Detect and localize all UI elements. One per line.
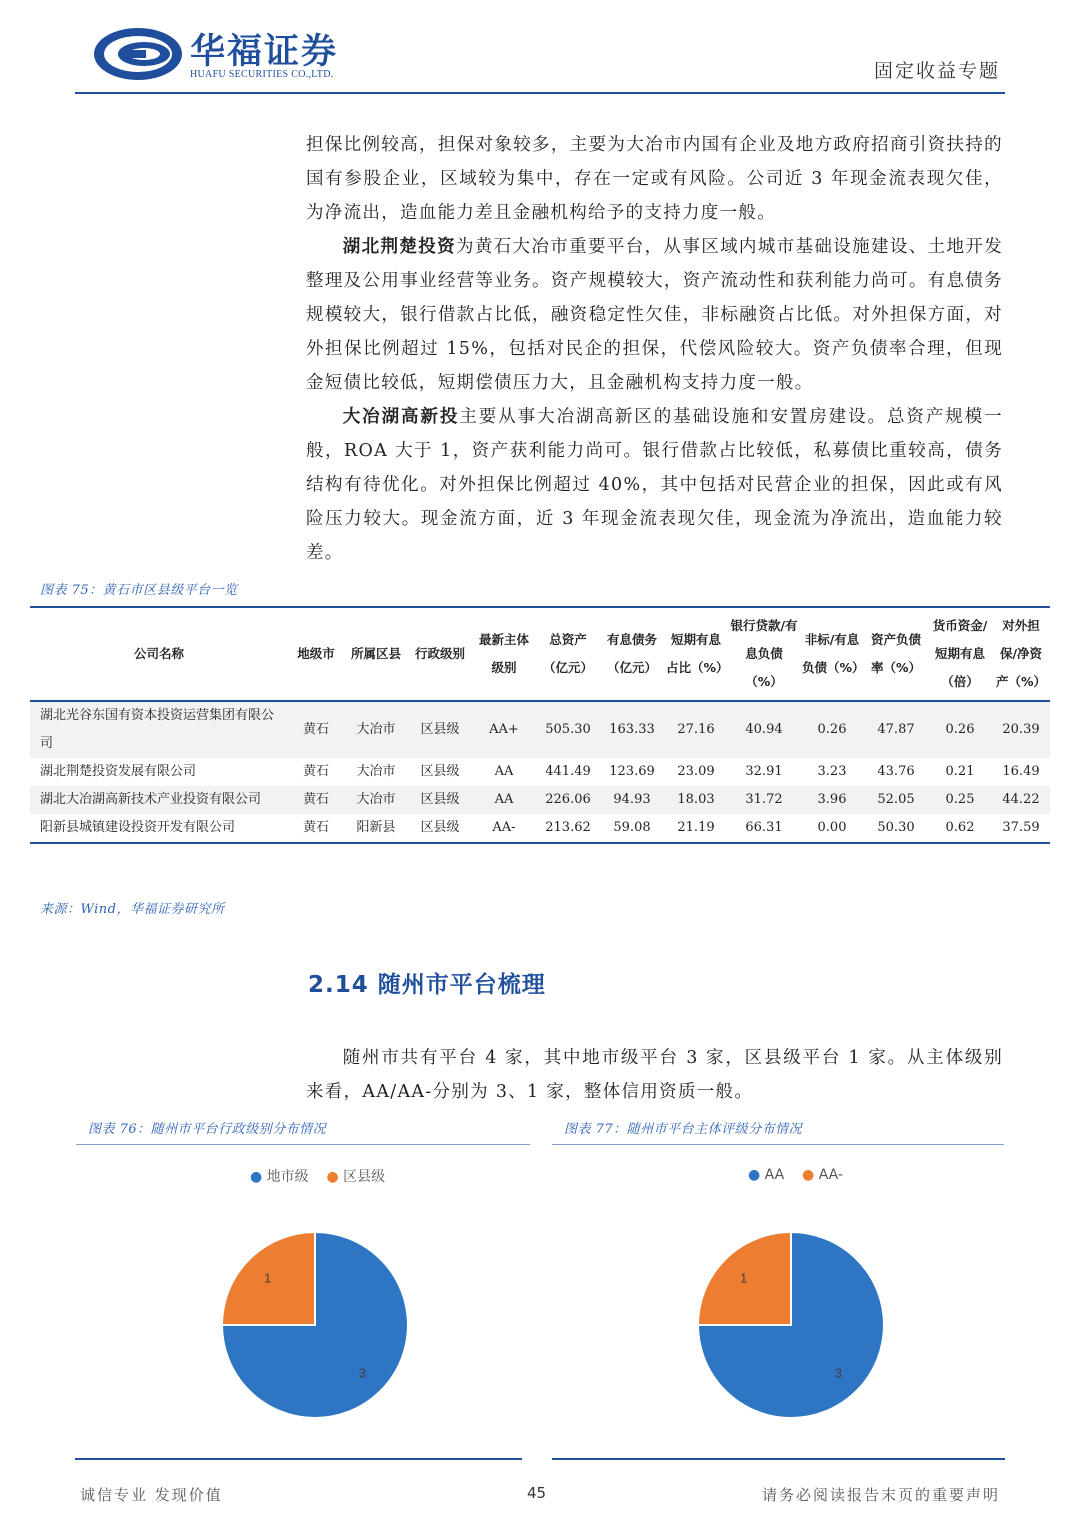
header-divider <box>75 92 1005 94</box>
table-cell: 阳新县 <box>356 820 396 835</box>
pie-data-label: 3 <box>834 1365 842 1381</box>
table-cell: 区县级 <box>420 722 460 737</box>
table-cell: 3.96 <box>817 792 847 807</box>
table-header-cell: 银行贷款/有息负债（%） <box>730 618 798 689</box>
table-header-cell: 货币资金/短期有息（倍） <box>932 618 988 689</box>
pie-data-label: 1 <box>740 1270 748 1286</box>
table-row <box>30 701 1050 758</box>
table-header-cell: 公司名称 <box>133 646 184 661</box>
table-row <box>30 786 1050 814</box>
table-cell: 0.26 <box>817 722 847 737</box>
table-header-cell: 地级市 <box>297 646 335 661</box>
table-cell: 湖北光谷东国有资本投资运营集团有限公司 <box>40 708 275 751</box>
table-header-row <box>30 607 1050 701</box>
legend-marker: ● <box>748 1167 761 1183</box>
table-row <box>30 758 1050 786</box>
table-body <box>30 701 1050 843</box>
document-type: 固定收益专题 <box>873 60 1000 82</box>
table-cell: AA <box>494 792 514 807</box>
table-cell: 大冶市 <box>356 764 396 779</box>
table-header-cell: 最新主体级别 <box>478 632 529 675</box>
table-cell: 区县级 <box>420 792 460 807</box>
logo-text-cn: 华福证券 <box>190 32 339 72</box>
legend-label: 地市级 <box>266 1169 309 1185</box>
paragraph-3-lead: 大冶湖高新投 <box>342 407 460 427</box>
table-cell: 湖北大冶湖高新技术产业投资有限公司 <box>40 792 262 807</box>
chart-2-legend <box>748 1167 843 1183</box>
table-cell: 43.76 <box>877 764 915 779</box>
table-cell: 31.72 <box>745 792 783 807</box>
paragraph-3 <box>306 400 1003 570</box>
table-cell: 黄石 <box>302 820 329 835</box>
table-cell: 505.30 <box>545 722 591 737</box>
paragraph-2-lead: 湖北荆楚投资 <box>342 237 456 257</box>
table-cell: 163.33 <box>609 722 655 737</box>
paragraph-3-text: 主要从事大冶湖高新区的基础设施和安置房建设。总资产规模一般，ROA 大于 1，资产获利能力尚可。银行借款占比较低，私募债比重较高，债务结构有待优化。对外担保比例超过 40%，其中包括对民营企业的担保，因此或有风险压力较大。现金流方面，近 3 年现金流表现欠佳，现金流为净流出，造血能力较差。 <box>306 407 1003 563</box>
legend-label: AA- <box>818 1167 843 1183</box>
table-cell: 37.59 <box>1002 820 1040 835</box>
table-cell: 0.00 <box>817 820 847 835</box>
section-heading: 2.14 随州市平台梳理 <box>308 972 546 998</box>
table-header-cell: 非标/有息负债（%） <box>802 632 865 675</box>
table-cell: 18.03 <box>677 792 715 807</box>
table-cell: 黄石 <box>302 722 329 737</box>
logo-text-en: HUAFU SECURITIES CO.,LTD. <box>190 69 334 80</box>
table-header-cell: 对外担保/净资产（%） <box>995 618 1047 689</box>
table-cell: 阳新县城镇建设投资开发有限公司 <box>40 820 236 835</box>
table-cell: 区县级 <box>420 764 460 779</box>
table-cell: 大冶市 <box>356 722 396 737</box>
legend-marker: ● <box>250 1169 263 1185</box>
table-caption: 图表 75：黄石市区县级平台一览 <box>40 583 238 598</box>
chart-1-divider <box>76 1144 530 1145</box>
table-cell: 0.26 <box>945 722 975 737</box>
table-cell: 441.49 <box>545 764 591 779</box>
footer-slogan: 诚信专业 发现价值 <box>80 1486 223 1504</box>
page-number: 45 <box>527 1484 547 1502</box>
table-cell: 47.87 <box>877 722 915 737</box>
table-cell: AA- <box>492 820 516 835</box>
table-header-cell: 总资产（亿元） <box>542 632 593 675</box>
chart-2-divider <box>552 1144 1004 1145</box>
chart-1-caption: 图表 76：随州市平台行政级别分布情况 <box>88 1122 327 1137</box>
table-cell: 湖北荆楚投资发展有限公司 <box>40 764 197 779</box>
table-cell: 大冶市 <box>356 792 396 807</box>
table-cell: 16.49 <box>1002 764 1040 779</box>
table-cell: 黄石 <box>302 764 329 779</box>
table-cell: 213.62 <box>545 820 591 835</box>
table-cell: 52.05 <box>877 792 915 807</box>
legend-label: AA <box>764 1167 785 1183</box>
footer-divider-gap <box>522 1452 552 1466</box>
pie-data-label: 1 <box>264 1270 272 1286</box>
legend-label: 区县级 <box>343 1169 386 1185</box>
table-cell: 23.09 <box>677 764 715 779</box>
table-header-cell: 行政级别 <box>414 646 465 661</box>
table-cell: 27.16 <box>677 722 715 737</box>
table-cell: 44.22 <box>1002 792 1040 807</box>
legend-marker: ● <box>802 1167 815 1183</box>
table-header-cell: 资产负债率（%） <box>870 632 922 675</box>
table-header-cell: 所属区县 <box>350 646 401 661</box>
table-cell: 40.94 <box>745 722 783 737</box>
table-header-cell: 有息债务（亿元） <box>606 632 657 675</box>
paragraph-4: 随州市共有平台 4 家，其中地市级平台 3 家，区县级平台 1 家。从主体级别来看，AA/AA-分别为 3、1 家，整体信用资质一般。 <box>306 1048 1003 1102</box>
table-cell: 226.06 <box>545 792 591 807</box>
table-cell: 66.31 <box>745 820 783 835</box>
paragraph-2-text: 为黄石大冶市重要平台，从事区域内城市基础设施建设、土地开发整理及公用事业经营等业务。资产规模较大，资产流动性和获利能力尚可。有息债务规模较大，银行借款占比低，融资稳定性欠佳，非标融资占比低。对外担保方面，对外担保比例超过 15%，包括对民企的担保，代偿风险较大。资产负债率合理，但现金短债比较低，短期偿债压力大，且金融机构支持力度一般。 <box>306 237 1003 393</box>
table-header-cell: 短期有息占比（%） <box>666 632 729 675</box>
table-cell: 94.93 <box>613 792 651 807</box>
table-cell: 20.39 <box>1002 722 1040 737</box>
table-cell: 黄石 <box>302 792 329 807</box>
table-source: 来源：Wind，华福证券研究所 <box>40 902 225 917</box>
chart-1-legend <box>250 1166 385 1186</box>
table-cell: 50.30 <box>877 820 915 835</box>
table-cell: 32.91 <box>745 764 783 779</box>
table-cell: AA+ <box>489 722 519 737</box>
table-cell: 区县级 <box>420 820 460 835</box>
pie-chart-1 <box>200 1210 430 1440</box>
table-row <box>30 814 1050 843</box>
chart-2-caption: 图表 77：随州市平台主体评级分布情况 <box>564 1122 803 1137</box>
table-cell: 0.21 <box>945 764 975 779</box>
table-cell: 21.19 <box>677 820 715 835</box>
table-cell: 3.23 <box>817 764 847 779</box>
pie-data-label: 3 <box>358 1365 366 1381</box>
pie-chart-2 <box>676 1210 906 1440</box>
table-cell: 0.62 <box>945 820 975 835</box>
paragraph-2 <box>306 230 1003 400</box>
table-cell: 59.08 <box>613 820 651 835</box>
table-cell: AA <box>494 764 514 779</box>
paragraph-1: 担保比例较高，担保对象较多，主要为大冶市内国有企业及地方政府招商引资扶持的国有参股企业，区域较为集中，存在一定或有风险。公司近 3 年现金流表现欠佳，为净流出，造血能力差且金融机构给予的支持力度一般。 <box>306 135 1003 223</box>
footer-disclaimer: 请务必阅读报告末页的重要声明 <box>761 1486 1000 1504</box>
platform-table <box>30 606 1050 844</box>
table-cell: 0.25 <box>945 792 975 807</box>
table-cell: 123.69 <box>609 764 655 779</box>
legend-marker: ● <box>326 1169 339 1185</box>
